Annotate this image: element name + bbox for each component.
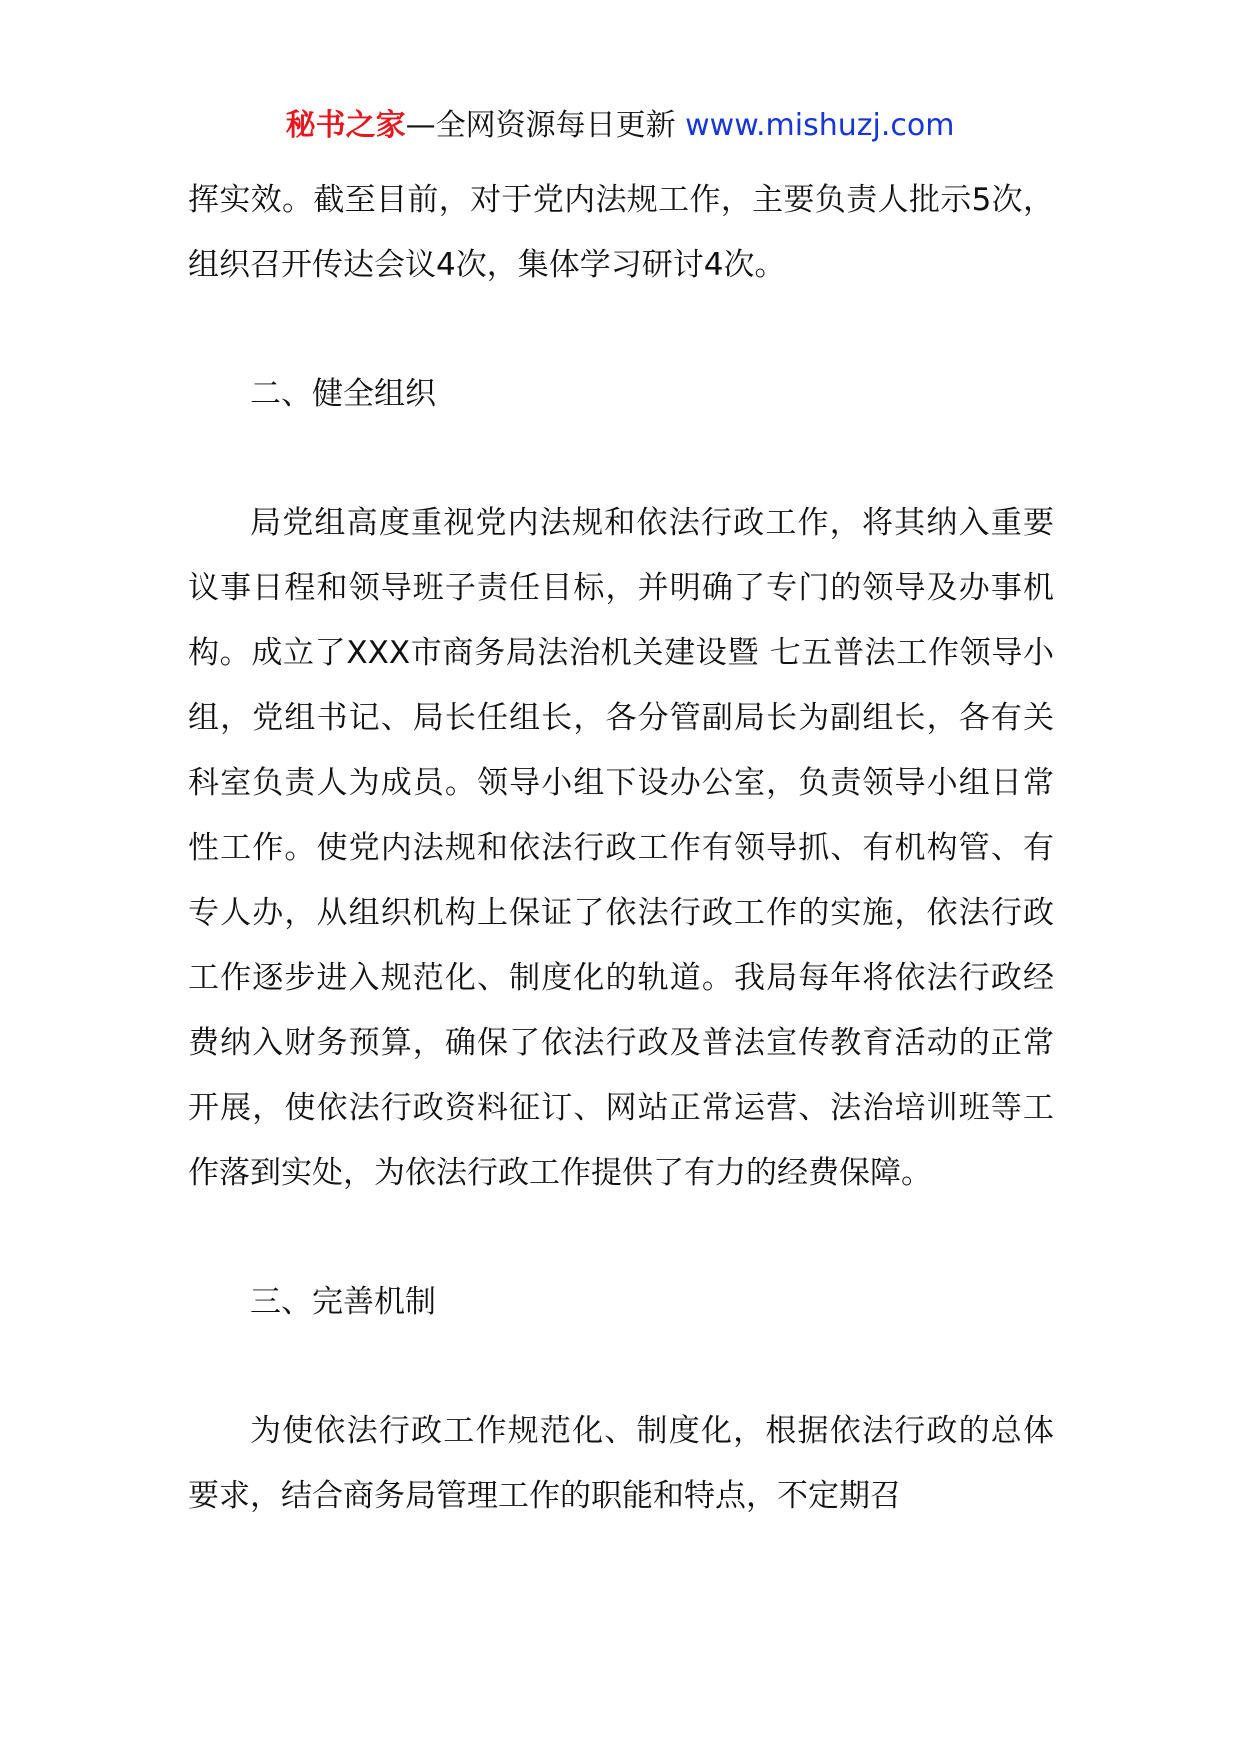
header-tagline: —全网资源每日更新 [405,108,676,143]
page-header [0,104,1240,148]
site-url-link[interactable]: www.mishuzj.com [685,108,955,143]
paragraph-organization: 局党组高度重视党内法规和依法行政工作，将其纳入重要议事日程和领导班子责任目标，并明确了专门的领导及办事机构。成立了XXX市商务局法治机关建设暨 七五普法工作领导小组，党组书记、局长任组长，各分管副局长为副组长，各有关科室负责人为成员。领导小组下设办公室，负责领导小组日常性工作。使党内法规和依法行政工作有领导抓、有机构管、有专人办，从组织机构上保证了依法行政工作的实施，依法行政工作逐步进入规范化、制度化的轨道。我局每年将依法行政经费纳入财务预算，确保了依法行政及普法宣传教育活动的正常开展，使依法行政资料征订、网站正常运营、法治培训班等工作落到实处，为依法行政工作提供了有力的经费保障。 [188,505,1054,1191]
brand-name: 秘书之家 [285,108,406,143]
section-heading-mechanism: 三、完善机制 [250,1284,436,1320]
section-heading-organization: 二、健全组织 [250,376,436,412]
paragraph-mechanism: 为使依法行政工作规范化、制度化，根据依法行政的总体要求，结合商务局管理工作的职能和特点，不定期召 [188,1413,1054,1514]
paragraph-continuation: 挥实效。截至目前，对于党内法规工作，主要负责人批示5次，组织召开传达会议4次，集体学习研讨4次。 [188,182,1054,283]
document-body [188,168,1054,1529]
